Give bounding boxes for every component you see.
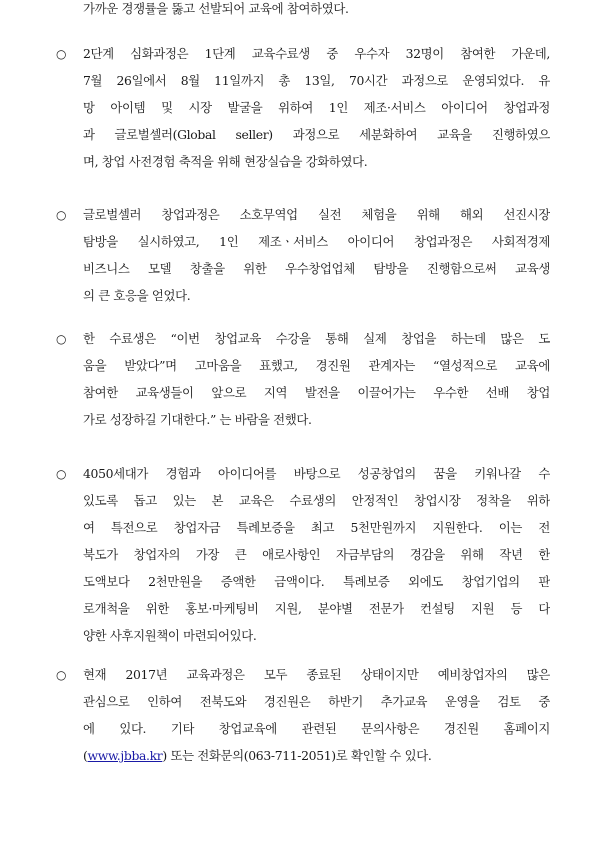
paragraph-0-line-0: 가까운 경쟁률을 뚫고 선발되어 교육에 참여하였다. xyxy=(83,1,349,16)
paragraph-3-line-1: 움을 받았다”며 고마움을 표했고, 경진원 관계자는 “열성적으로 교육에 xyxy=(83,358,550,373)
paragraph-2-line-2: 비즈니스 모델 창출을 위한 우수창업업체 탐방을 진행함으로써 교육생 xyxy=(83,261,550,276)
paragraph-1-line-2: 망 아이템 및 시장 발굴을 위하여 1인 제조·서비스 아이디어 창업과정 xyxy=(83,100,550,115)
paragraph-2-line-1: 탐방을 실시하였고, 1인 제조ㆍ서비스 아이디어 창업과정은 사회적경제 xyxy=(83,234,550,249)
paragraph-5-line-3 xyxy=(83,747,550,765)
paragraph-4-line-4: 도액보다 2천만원을 증액한 금액이다. 특례보증 외에도 창업기업의 판 xyxy=(83,574,550,589)
paragraph-4-line-6: 양한 사후지원책이 마련되어있다. xyxy=(83,628,257,643)
paragraph-5-line-2: 에 있다. 기타 창업교육에 관련된 문의사항은 경진원 홈페이지 xyxy=(83,721,550,736)
paragraph-5-line-1: 관심으로 인하여 전북도와 경진원은 하반기 추가교육 운영을 검토 중 xyxy=(83,694,550,709)
paragraph-4-line-0: 4050세대가 경험과 아이디어를 바탕으로 성공창업의 꿈을 키워나갈 수 xyxy=(83,466,550,481)
bullet-icon: ○ xyxy=(56,47,67,61)
paragraph-1-line-0: 2단계 심화과정은 1단계 교육수료생 중 우수자 32명이 참여한 가운데, xyxy=(83,46,550,61)
paragraph-2-line-3: 의 큰 호응을 얻었다. xyxy=(83,288,191,303)
paren-open: ( xyxy=(83,748,88,763)
bullet-icon: ○ xyxy=(56,208,67,222)
paragraph-4-line-2: 여 특전으로 창업자금 특례보증을 최고 5천만원까지 지원한다. 이는 전 xyxy=(83,520,550,535)
paragraph-5-line-0: 현재 2017년 교육과정은 모두 종료된 상태이지만 예비창업자의 많은 xyxy=(83,667,550,682)
paragraph-3-line-3: 가로 성장하길 기대한다.” 는 바람을 전했다. xyxy=(83,412,312,427)
paragraph-3-line-0: 한 수료생은 “이번 창업교육 수강을 통해 실제 창업을 하는데 많은 도 xyxy=(83,331,550,346)
paragraph-2-line-0: 글로벌셀러 창업과정은 소호무역업 실전 체험을 위해 해외 선진시장 xyxy=(83,207,550,222)
contact-text: ) 또는 전화문의(063-711-2051)로 확인할 수 있다. xyxy=(162,748,432,763)
bullet-icon: ○ xyxy=(56,332,67,346)
paragraph-1-line-4: 며, 창업 사전경험 축적을 위해 현장실습을 강화하였다. xyxy=(83,154,368,169)
paragraph-4-line-3: 북도가 창업자의 가장 큰 애로사항인 자금부담의 경감을 위해 작년 한 xyxy=(83,547,550,562)
homepage-link[interactable]: www.jbba.kr xyxy=(87,748,163,763)
paragraph-4-line-5: 로개척을 위한 홍보·마케팅비 지원, 분야별 전문가 컨설팅 지원 등 다 xyxy=(83,601,550,616)
bullet-icon: ○ xyxy=(56,668,67,682)
paragraph-1-line-1: 7월 26일에서 8월 11일까지 총 13일, 70시간 과정으로 운영되었다. 유 xyxy=(83,73,550,88)
paragraph-4-line-1: 있도록 돕고 있는 본 교육은 수료생의 안정적인 창업시장 정착을 위하 xyxy=(83,493,550,508)
paragraph-1-line-3: 과 글로벌셀러(Global seller) 과정으로 세분화하여 교육을 진행하였으 xyxy=(83,127,550,142)
paragraph-3-line-2: 참여한 교육생들이 앞으로 지역 발전을 이끌어가는 우수한 선배 창업 xyxy=(83,385,550,400)
bullet-icon: ○ xyxy=(56,467,67,481)
